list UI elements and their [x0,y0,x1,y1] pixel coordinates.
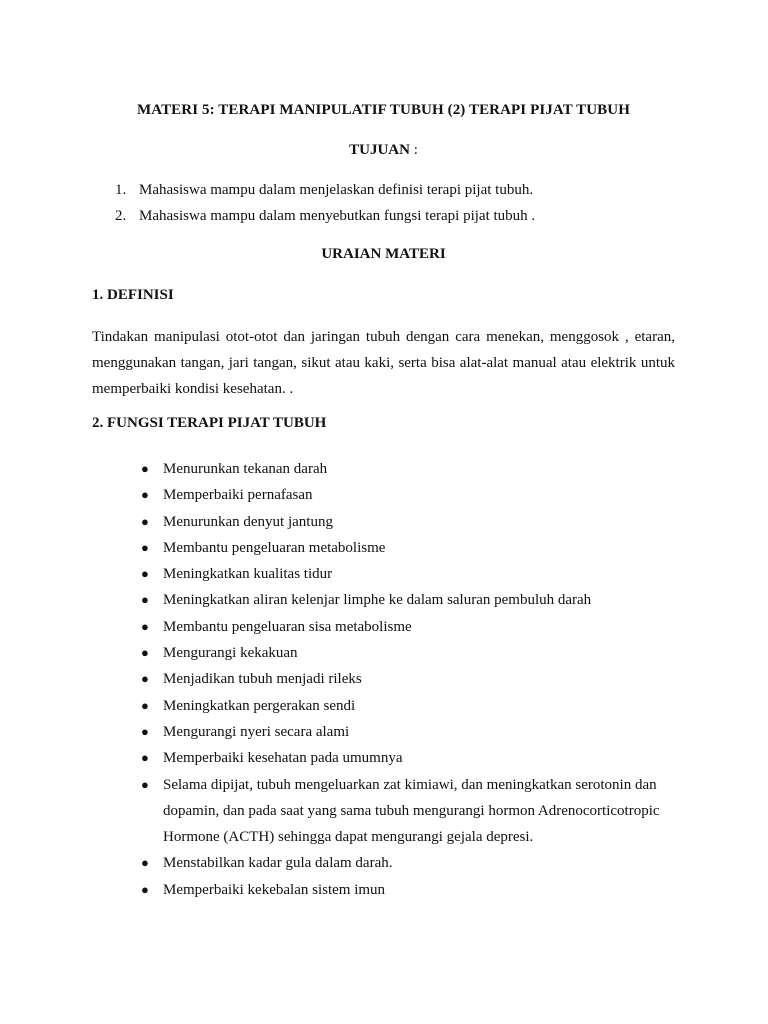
fungsi-item [141,640,681,666]
fungsi-item-text: Meningkatkan pergerakan sendi [163,697,356,714]
objectives-list [115,180,535,232]
fungsi-item [141,561,681,587]
objective-item [115,180,535,206]
section-fungsi-heading: 2. FUNGSI TERAPI PIJAT TUBUH [92,415,327,431]
bullet-icon: ● [141,566,149,582]
objective-text: Mahasiswa mampu dalam menjelaskan definisi terapi pijat tubuh. [139,182,534,198]
bullet-icon: ● [141,645,149,661]
fungsi-item-text: Meningkatkan kualitas tidur [163,566,333,583]
fungsi-item [141,745,681,771]
fungsi-item [141,535,681,561]
bullet-icon: ● [141,881,149,897]
fungsi-item [141,666,681,692]
fungsi-item-text: Meningkatkan aliran kelenjar limphe ke dalam saluran pembuluh darah [163,592,592,609]
bullet-icon: ● [141,592,149,608]
tujuan-label: TUJUAN [349,142,410,158]
bullet-icon: ● [141,697,149,713]
fungsi-item [141,587,681,613]
fungsi-list [141,456,681,903]
bullet-icon: ● [141,539,149,555]
fungsi-item-text: Menstabilkan kadar gula dalam darah. [163,855,393,872]
fungsi-item-text: Membantu pengeluaran sisa metabolisme [163,618,412,635]
fungsi-item [141,509,681,535]
section-definisi-heading: 1. DEFINISI [92,287,174,303]
tujuan-heading [92,142,675,159]
fungsi-item [141,693,681,719]
bullet-icon: ● [141,723,149,739]
fungsi-item-text: Memperbaiki pernafasan [163,487,313,504]
fungsi-item-text: Mengurangi nyeri secara alami [163,723,350,740]
tujuan-colon: : [409,142,418,158]
fungsi-item [141,772,681,851]
bullet-icon: ● [141,461,149,476]
objective-number: 1. [115,182,127,198]
fungsi-item-text: Selama dipijat, tubuh mengeluarkan zat kimiawi, dan meningkatkan serotonin dan dopamin, dan pada saat yang sama tubuh mengurangi hormon Adrenocorticotropic Hormone (ACTH) sehingga dapat mengurangi gejala depresi. [163,776,660,846]
objective-item [115,206,535,232]
fungsi-item-text: Mengurangi kekakuan [163,645,298,662]
fungsi-item [141,456,681,482]
document-title: MATERI 5: TERAPI MANIPULATIF TUBUH (2) TERAPI PIJAT TUBUH [137,102,630,118]
fungsi-item [141,877,681,903]
bullet-icon: ● [141,776,149,792]
fungsi-item-text: Menurunkan tekanan darah [163,461,328,477]
bullet-icon: ● [141,618,149,634]
fungsi-item-text: Menurunkan denyut jantung [163,513,333,530]
fungsi-item-text: Memperbaiki kesehatan pada umumnya [163,750,403,767]
bullet-icon: ● [141,487,149,503]
bullet-icon: ● [141,671,149,687]
definisi-paragraph: Tindakan manipulasi otot-otot dan jaringan tubuh dengan cara menekan, menggosok , etaran, menggunakan tangan, jari tangan, sikut atau kaki, serta bisa alat-alat manual atau elektrik untuk memperbaiki kondisi kesehatan. . [92,329,675,397]
fungsi-item [141,482,681,508]
fungsi-item-text: Menjadikan tubuh menjadi rileks [163,671,362,688]
uraian-materi-heading: URAIAN MATERI [321,246,446,262]
fungsi-item [141,719,681,745]
fungsi-item [141,614,681,640]
bullet-icon: ● [141,513,149,529]
fungsi-item-text: Membantu pengeluaran metabolisme [163,539,386,556]
fungsi-item [141,850,681,876]
bullet-icon: ● [141,750,149,766]
fungsi-item-text: Memperbaiki kekebalan sistem imun [163,881,386,898]
bullet-icon: ● [141,855,149,871]
objective-text: Mahasiswa mampu dalam menyebutkan fungsi terapi pijat tubuh . [139,208,536,224]
objective-number: 2. [115,208,127,224]
